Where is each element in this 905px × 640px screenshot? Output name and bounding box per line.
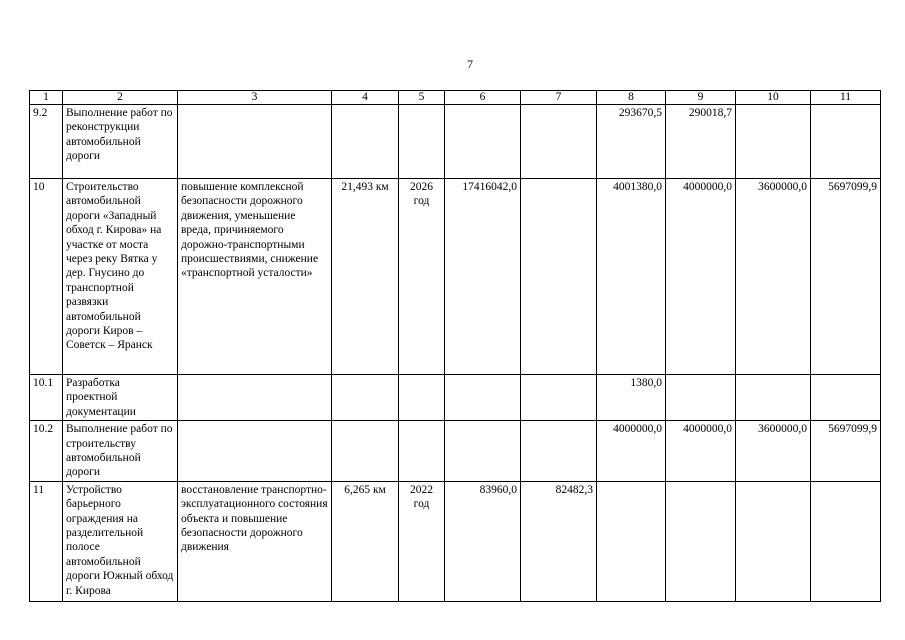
value-col8 (597, 481, 666, 601)
length: 21,493 км (332, 179, 399, 375)
header-cell: 10 (736, 91, 811, 105)
header-cell: 9 (666, 91, 736, 105)
value-col10 (736, 375, 811, 421)
header-row (30, 91, 881, 105)
value-col8: 293670,5 (597, 105, 666, 179)
row-number: 11 (30, 481, 63, 601)
value-col11: 5697099,9 (811, 179, 881, 375)
year (399, 421, 445, 482)
value-col10 (736, 481, 811, 601)
year: 2026 год (399, 179, 445, 375)
work-name: Разработка проектной документации (63, 375, 178, 421)
total-cost (445, 421, 521, 482)
value-col11 (811, 375, 881, 421)
header-cell: 8 (597, 91, 666, 105)
value-col8: 4001380,0 (597, 179, 666, 375)
value-col7 (521, 375, 597, 421)
page-number: 7 (467, 57, 473, 71)
value-col7 (521, 179, 597, 375)
purpose (178, 375, 332, 421)
value-col9: 4000000,0 (666, 421, 736, 482)
value-col8: 4000000,0 (597, 421, 666, 482)
table-row (30, 179, 881, 375)
work-name: Строительство автомобильной дороги «Западный обход г. Кирова» на участке от моста через реку Вятка у дер. Гнусино до транспортной развязки автомобильной дороги Киров – Советск – Яранск (63, 179, 178, 375)
length: 6,265 км (332, 481, 399, 601)
value-col11 (811, 481, 881, 601)
value-col7 (521, 421, 597, 482)
header-cell: 1 (30, 91, 63, 105)
value-col11: 5697099,9 (811, 421, 881, 482)
table-row (30, 421, 881, 482)
table-row (30, 481, 881, 601)
work-name: Выполнение работ по строительству автомобильной дороги (63, 421, 178, 482)
budget-table (29, 90, 881, 602)
row-number: 10.1 (30, 375, 63, 421)
value-col9 (666, 481, 736, 601)
header-cell: 3 (178, 91, 332, 105)
value-col7: 82482,3 (521, 481, 597, 601)
value-col10: 3600000,0 (736, 179, 811, 375)
year (399, 375, 445, 421)
purpose: восстановление транспортно-эксплуатационного состояния объекта и повышение безопасности дорожного движения (178, 481, 332, 601)
header-cell: 5 (399, 91, 445, 105)
length (332, 105, 399, 179)
purpose (178, 421, 332, 482)
value-col10 (736, 105, 811, 179)
row-number: 9.2 (30, 105, 63, 179)
year: 2022 год (399, 481, 445, 601)
value-col9: 290018,7 (666, 105, 736, 179)
value-col9: 4000000,0 (666, 179, 736, 375)
length (332, 421, 399, 482)
row-number: 10 (30, 179, 63, 375)
header-cell: 7 (521, 91, 597, 105)
work-name: Устройство барьерного ограждения на разделительной полосе автомобильной дороги Южный обход г. Кирова (63, 481, 178, 601)
total-cost (445, 375, 521, 421)
value-col11 (811, 105, 881, 179)
work-name: Выполнение работ по реконструкции автомобильной дороги (63, 105, 178, 179)
table-row (30, 375, 881, 421)
total-cost: 17416042,0 (445, 179, 521, 375)
header-cell: 11 (811, 91, 881, 105)
total-cost: 83960,0 (445, 481, 521, 601)
header-cell: 6 (445, 91, 521, 105)
purpose (178, 105, 332, 179)
header-cell: 4 (332, 91, 399, 105)
value-col9 (666, 375, 736, 421)
length (332, 375, 399, 421)
year (399, 105, 445, 179)
purpose: повышение комплексной безопасности дорожного движения, уменьшение вреда, причиняемого дорожно-транспортными происшествиями, снижение «транспортной усталости» (178, 179, 332, 375)
table-row (30, 105, 881, 179)
total-cost (445, 105, 521, 179)
value-col7 (521, 105, 597, 179)
row-number: 10.2 (30, 421, 63, 482)
value-col8: 1380,0 (597, 375, 666, 421)
value-col10: 3600000,0 (736, 421, 811, 482)
header-cell: 2 (63, 91, 178, 105)
